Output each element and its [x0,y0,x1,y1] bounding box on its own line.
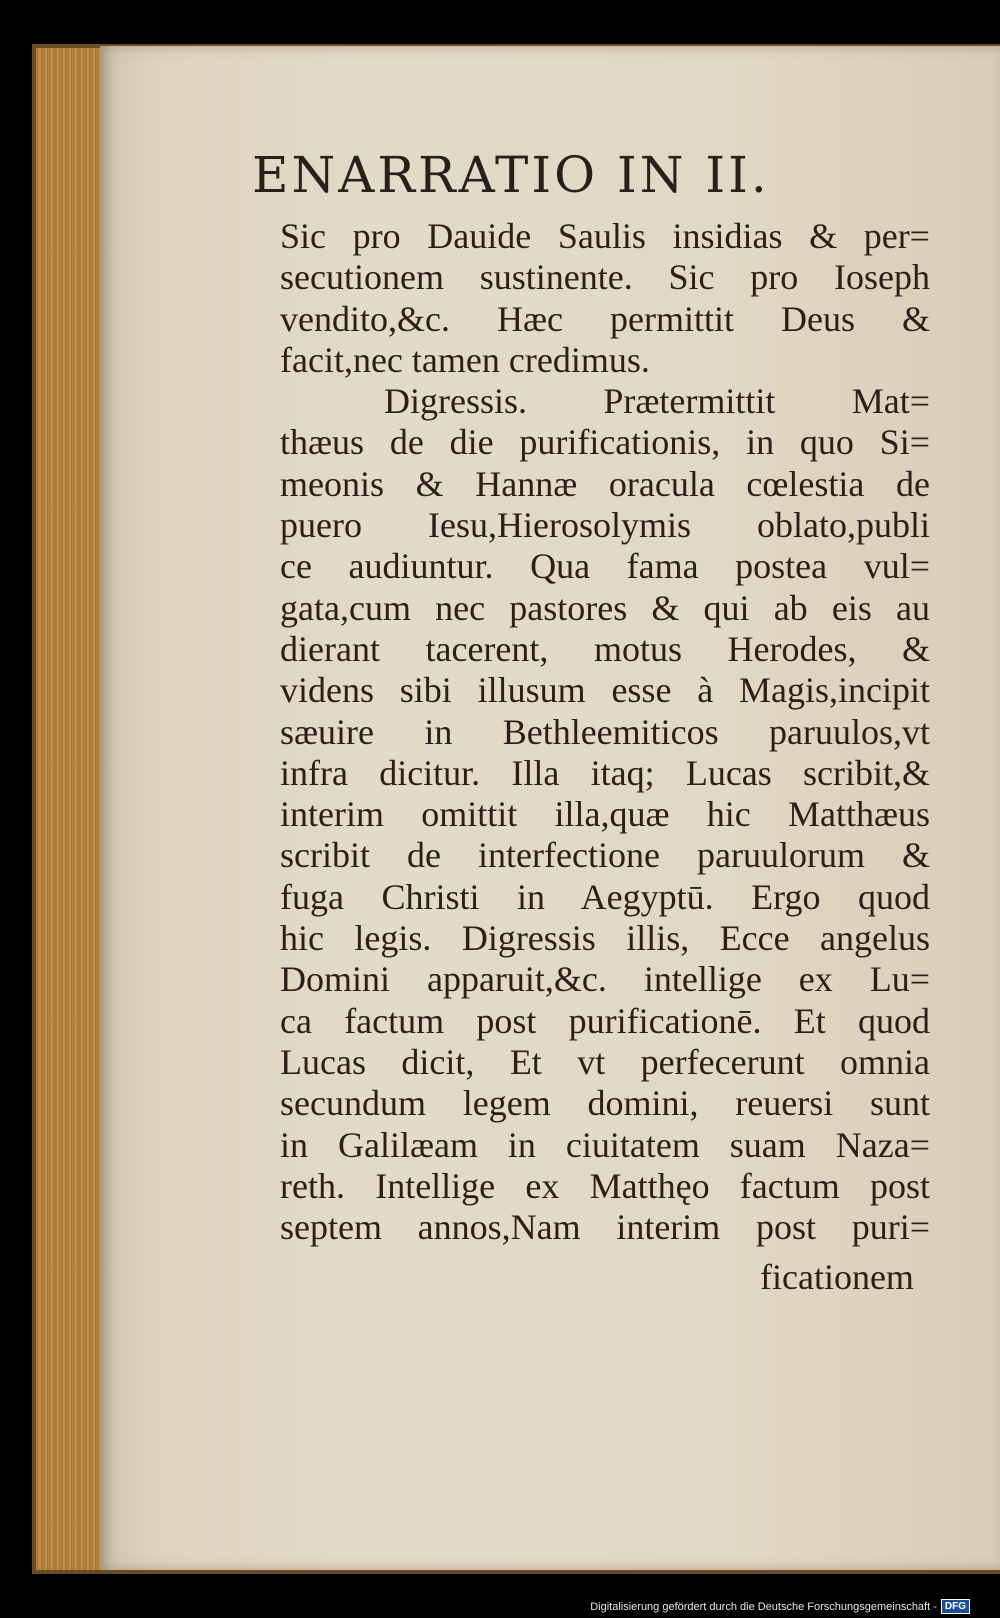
text-line: meonis & Hannæ oracula cœlestia de [280,463,930,504]
text-line: ce audiuntur. Qua fama postea vul= [280,546,930,587]
main-text [280,216,930,1248]
text-line: scribit de interfectione paruulorum & [280,835,930,876]
text-line: fuga Christi in Aegyptū. Ergo quod [280,876,930,917]
text-line: facit,nec tamen credimus. [280,339,650,380]
text-line: ca factum post purificationē. Et quod [280,1000,930,1041]
text-line: puero Iesu,Hierosolymis oblato,publi [280,505,930,546]
text-line: secutionem sustinente. Sic pro Ioseph [280,257,930,298]
text-line: dierant tacerent, motus Herodes, & [280,628,930,669]
text-line: septem annos,Nam interim post puri= [280,1207,930,1248]
text-line: hic legis. Digressis illis, Ecce angelus [280,918,930,959]
text-line: Digressis. Prætermittit Mat= [384,381,930,422]
text-line: videns sibi illusum esse à Magis,incipit [280,670,930,711]
text-line: infra dicitur. Illa itaq; Lucas scribit,& [280,752,930,793]
text-line: in Galilæam in ciuitatem suam Naza= [280,1124,930,1165]
catchword: ficationem [760,1257,914,1297]
text-line: reth. Intellige ex Matthęo factum post [280,1165,930,1206]
text-line: interim omittit illa,quæ hic Matthæus [280,794,930,835]
text-line: vendito,&c. Hæc permittit Deus & [280,298,930,339]
text-line: thæus de die purificationis, in quo Si= [280,422,930,463]
text-line: Sic pro Dauide Saulis insidias & per= [280,216,930,256]
dfg-logo: DFG [941,1599,970,1614]
text-line: gata,cum nec pastores & qui ab eis au [280,587,930,628]
text-line: sæuire in Bethleemiticos paruulos,vt [280,711,930,752]
text-line: Lucas dicit, Et vt perfecerunt omnia [280,1041,930,1082]
footer-credit-text: Digitalisierung gefördert durch die Deutsche Forschungsgemeinschaft - [590,1600,937,1613]
page-edges [36,48,106,1570]
text-line: Domini apparuit,&c. intellige ex Lu= [280,959,930,1000]
running-head: ENARRATIO IN II. [252,146,770,204]
text-line: secundum legem domini, reuersi sunt [280,1083,930,1124]
footer-credit [590,1599,970,1614]
